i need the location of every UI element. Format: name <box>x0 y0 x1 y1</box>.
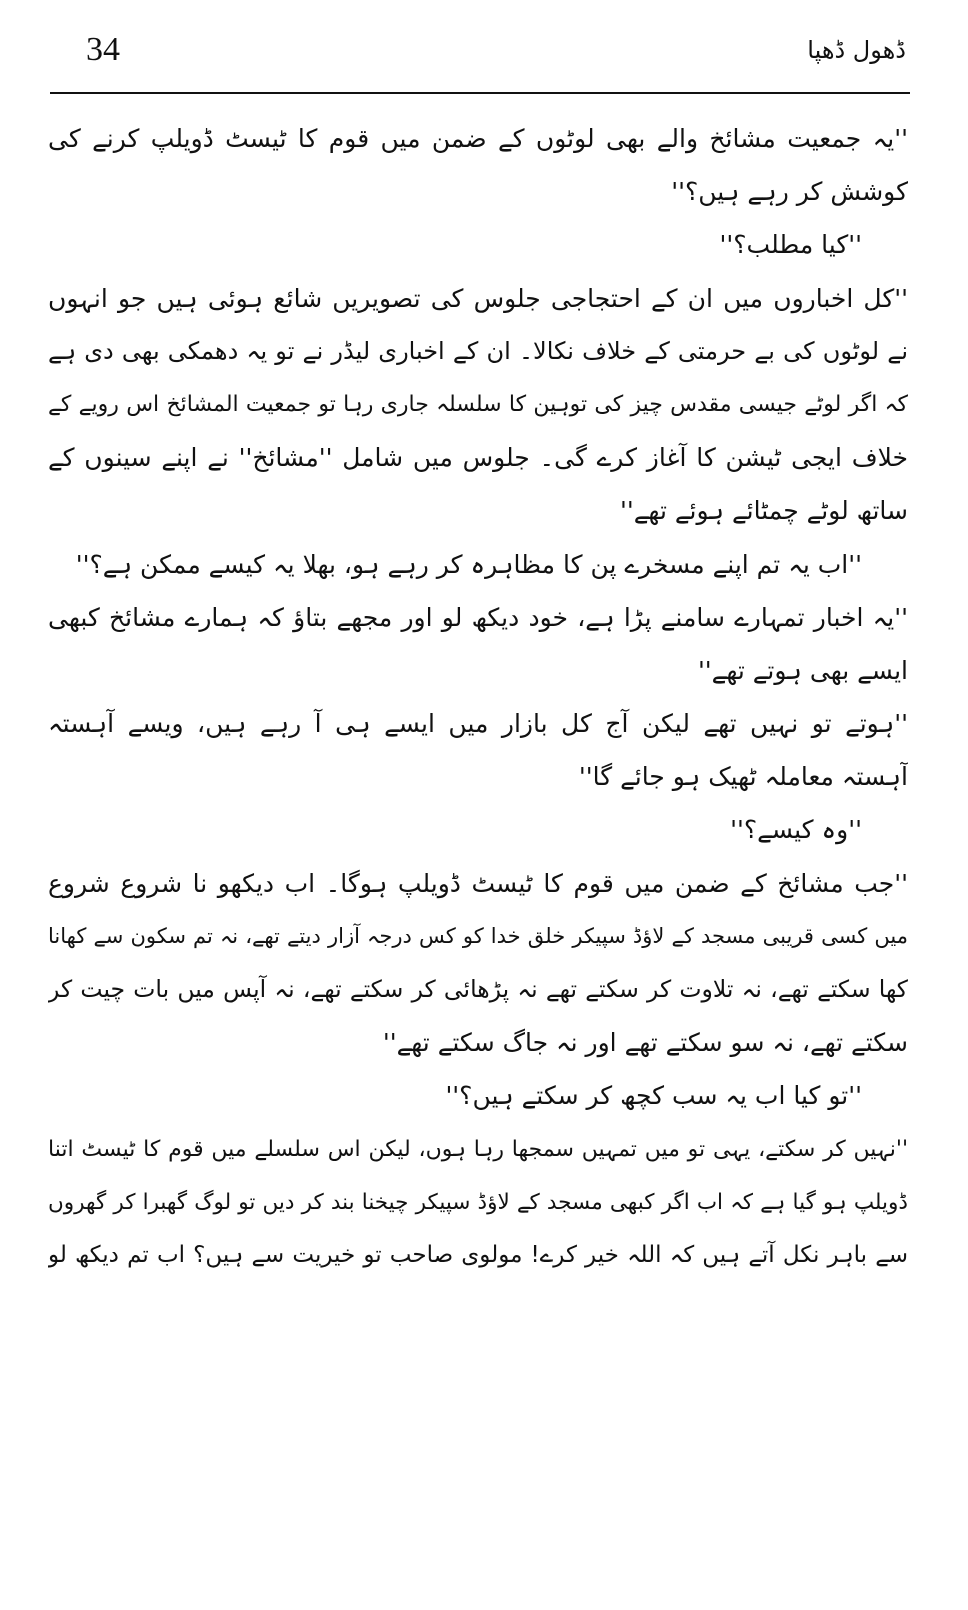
text-line: خلاف ایجی ٹیشن کا آغاز کرے گی۔ جلوس میں شامل ''مشائخ'' نے اپنے سینوں کے <box>48 443 908 473</box>
text-line: کھا سکتے تھے، نہ تلاوت کر سکتے تھے نہ پڑھائی کر سکتے تھے، نہ آپس میں بات چیت کر <box>48 975 908 1003</box>
text-line: ''کل اخباروں میں ان کے احتجاجی جلوس کی تصویریں شائع ہوئی ہیں جو انہوں <box>48 283 908 313</box>
text-line: نے لوٹوں کی بے حرمتی کے خلاف نکالا۔ ان کے اخباری لیڈر نے تو یہ دھمکی بھی دی ہے <box>48 336 908 365</box>
text-line: سکتے تھے، نہ سو سکتے تھے اور نہ جاگ سکتے تھے'' <box>382 1028 908 1058</box>
text-line: کوشش کر رہے ہیں؟'' <box>671 177 908 207</box>
text-line: میں کسی قریبی مسجد کے لاؤڈ سپیکر خلق خدا کو کس درجہ آزار دیتے تھے، نہ تم سکون سے کھانا <box>48 923 908 948</box>
page-number: 34 <box>86 31 120 68</box>
page-header <box>50 22 908 88</box>
text-line: ''یہ جمعیت مشائخ والے بھی لوٹوں کے ضمن میں قوم کا ٹیسٹ ڈویلپ کرنے کی <box>48 124 908 153</box>
text-line: ایسے بھی ہوتے تھے'' <box>697 655 908 685</box>
running-title: ڈھول ڈھپا <box>807 36 906 64</box>
text-line: ''ہوتے تو نہیں تھے لیکن آج کل بازار میں ایسے ہی آ رہے ہیں، ویسے آہستہ <box>48 709 908 739</box>
body-text <box>48 112 908 1282</box>
text-line: ''وہ کیسے؟'' <box>730 815 862 845</box>
text-line: ''تو کیا اب یہ سب کچھ کر سکتے ہیں؟'' <box>445 1081 862 1111</box>
text-line: ''کیا مطلب؟'' <box>719 230 862 260</box>
text-line: ''نہیں کر سکتے، یہی تو میں تمہیں سمجھا رہا ہوں، لیکن اس سلسلے میں قوم کا ٹیسٹ اتنا <box>48 1136 908 1162</box>
text-line: ''جب مشائخ کے ضمن میں قوم کا ٹیسٹ ڈویلپ ہوگا۔ اب دیکھو نا شروع شروع <box>48 868 908 898</box>
text-line: ''اب یہ تم اپنے مسخرے پن کا مظاہرہ کر رہے ہو، بھلا یہ کیسے ممکن ہے؟'' <box>75 549 862 579</box>
text-line: ''یہ اخبار تمہارے سامنے پڑا ہے، خود دیکھ لو اور مجھے بتاؤ کہ ہمارے مشائخ کبھی <box>48 602 908 632</box>
text-line: کہ اگر لوٹے جیسی مقدس چیز کی توہین کا سلسلہ جاری رہا تو جمعیت المشائخ اس رویے کے <box>48 391 908 417</box>
text-line: ساتھ لوٹے چمٹائے ہوئے تھے'' <box>620 496 908 526</box>
text-line: سے باہر نکل آتے ہیں کہ اللہ خیر کرے! مولوی صاحب تو خیریت سے ہیں؟ اب تم دیکھ لو <box>48 1241 908 1268</box>
text-line: ڈویلپ ہو گیا ہے کہ اب اگر کبھی مسجد کے لاؤڈ سپیکر چیخنا بند کر دیں تو لوگ گھبرا کر گھروں <box>48 1189 908 1215</box>
text-line: آہستہ معاملہ ٹھیک ہو جائے گا'' <box>578 762 908 792</box>
header-rule <box>50 92 910 94</box>
